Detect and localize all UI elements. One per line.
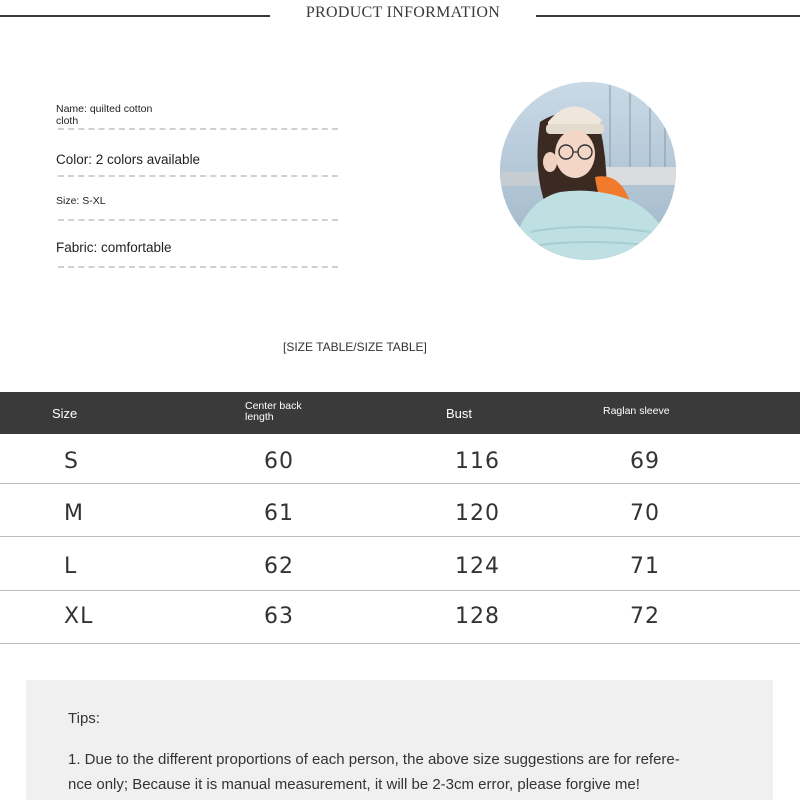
table-row — [0, 484, 800, 537]
info-name: Name: quilted cotton cloth — [56, 103, 153, 127]
cell-bust: 120 — [455, 501, 500, 526]
tips-title: Tips: — [68, 710, 100, 727]
cell-raglan: 69 — [630, 449, 660, 474]
size-table-title: [SIZE TABLE/SIZE TABLE] — [283, 340, 427, 354]
tips-box — [26, 680, 773, 800]
header-center-line2: length — [245, 410, 274, 423]
size-table-header — [0, 392, 800, 434]
cell-center: 60 — [264, 449, 294, 474]
cell-center: 61 — [264, 501, 294, 526]
cell-center: 63 — [264, 604, 294, 629]
cell-center: 62 — [264, 554, 294, 579]
header-raglan-sleeve: Raglan sleeve — [603, 405, 670, 417]
header-divider-left — [0, 15, 270, 17]
page-title: PRODUCT INFORMATION — [305, 4, 501, 21]
header-divider-right — [536, 15, 800, 17]
cell-raglan: 70 — [630, 501, 660, 526]
header-bust: Bust — [446, 406, 473, 421]
header-size: Size — [52, 406, 78, 421]
tips-line: nce only; Because it is manual measurement, it will be 2-3cm error, please forgive me! — [68, 776, 640, 793]
table-row — [0, 537, 800, 591]
cell-size: M — [64, 501, 84, 526]
tips-text — [68, 747, 718, 797]
cell-size: L — [64, 554, 78, 579]
info-size: Size: S-XL — [56, 195, 106, 207]
info-divider — [58, 128, 338, 130]
header-center-line1: Center back — [245, 400, 302, 412]
cell-raglan: 71 — [630, 554, 660, 579]
table-row — [0, 434, 800, 484]
info-divider — [58, 219, 338, 221]
info-divider — [58, 266, 338, 268]
info-fabric: Fabric: comfortable — [56, 240, 172, 255]
info-color: Color: 2 colors available — [56, 152, 201, 167]
header-center-back-length — [245, 401, 325, 422]
tips-line: 1. Due to the different proportions of each person, the above size suggestions are for refere- — [68, 751, 680, 768]
cell-size: S — [64, 449, 79, 474]
model-photo-icon — [500, 82, 676, 260]
cell-size: XL — [64, 604, 94, 629]
table-row — [0, 591, 800, 644]
cell-bust: 116 — [455, 449, 500, 474]
cell-raglan: 72 — [630, 604, 660, 629]
info-divider — [58, 175, 338, 177]
cell-bust: 128 — [455, 604, 500, 629]
cell-bust: 124 — [455, 554, 500, 579]
